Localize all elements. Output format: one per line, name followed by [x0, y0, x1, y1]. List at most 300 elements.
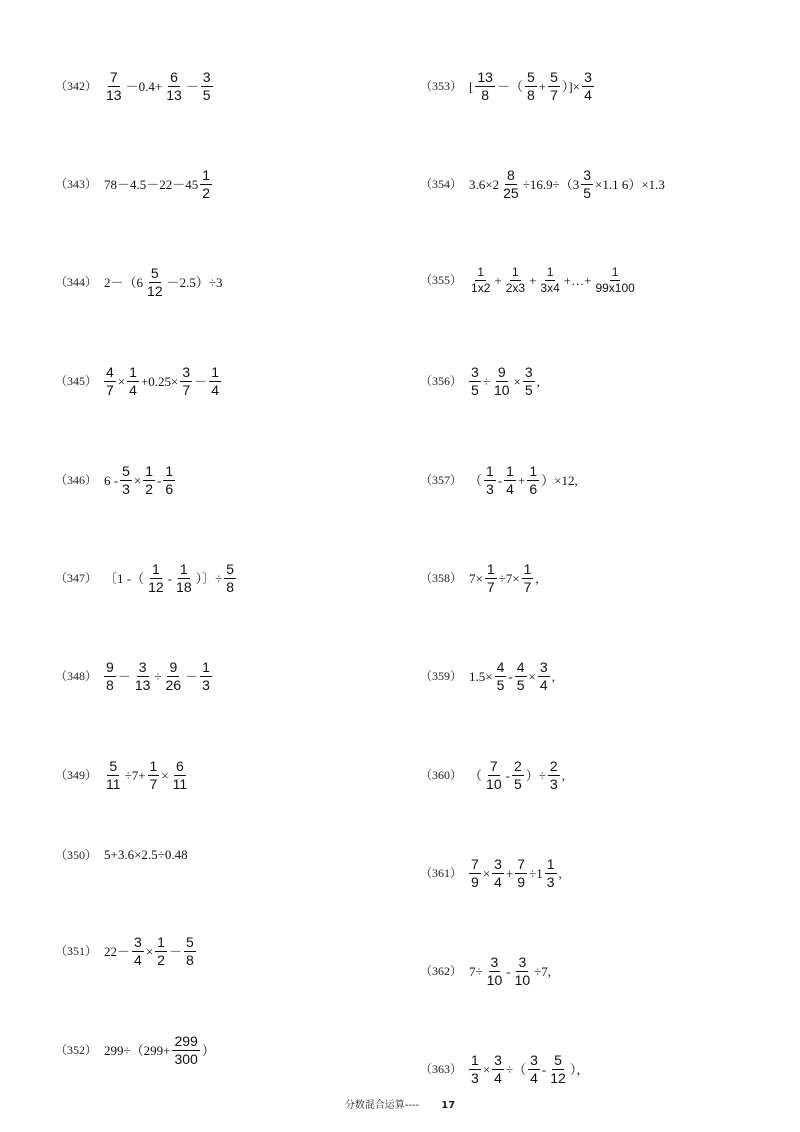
expression [468, 266, 638, 294]
problem-number: （360） [420, 768, 463, 783]
fraction [127, 365, 139, 397]
expr-text: × [482, 865, 491, 881]
expr-text: － [185, 78, 199, 94]
fraction [538, 266, 561, 294]
denominator: 8 [226, 578, 235, 595]
numerator: 1 [486, 463, 494, 479]
fraction [528, 1053, 540, 1085]
fraction [525, 70, 537, 102]
denominator: 2 [145, 480, 154, 497]
expr-text: 22－ [104, 943, 131, 959]
fraction [200, 168, 212, 200]
numerator: 6 [170, 69, 178, 85]
expr-text: ÷16.9÷（3 [522, 176, 580, 192]
expression [103, 266, 223, 298]
expr-text: －2.5）÷3 [166, 274, 223, 290]
numerator: 5 [526, 69, 535, 85]
fraction [180, 365, 192, 397]
problem-number: （356） [420, 374, 463, 389]
problem-number: （358） [420, 571, 463, 586]
denominator: 10 [486, 775, 502, 792]
expr-text: × [482, 1061, 491, 1077]
numerator: 3 [584, 69, 592, 85]
fraction [469, 266, 492, 294]
numerator: 4 [496, 659, 505, 675]
expr-text: - [167, 570, 173, 586]
expression [103, 848, 189, 861]
fraction [164, 660, 184, 692]
problem-number: （346） [55, 473, 98, 488]
fraction [163, 464, 175, 496]
numerator: 1 [512, 265, 519, 279]
page-footer [0, 1096, 800, 1111]
fraction [593, 266, 636, 294]
expr-text: － [185, 668, 199, 684]
numerator: 5 [109, 758, 118, 774]
denominator: 5 [202, 86, 211, 103]
expr-text: + [494, 272, 502, 288]
fraction [200, 660, 212, 692]
fraction [143, 464, 155, 496]
denominator: 7 [182, 381, 191, 398]
expression [103, 1034, 216, 1066]
denominator: 3x4 [540, 280, 560, 295]
problem-number: （343） [55, 177, 98, 192]
fraction [515, 660, 527, 692]
denominator: 3 [202, 676, 210, 693]
numerator: 3 [471, 364, 479, 380]
numerator: 9 [169, 659, 178, 675]
fraction [512, 759, 524, 791]
denominator: 7 [523, 578, 532, 595]
expr-text: 1.5× [469, 668, 493, 684]
numerator: 5 [550, 69, 558, 85]
problem-353 [420, 70, 595, 102]
expr-text: 〔1 -（ [104, 570, 145, 586]
expression [468, 857, 563, 889]
problem-351 [55, 935, 197, 967]
numerator: 3 [202, 69, 211, 85]
denominator: 5 [513, 775, 522, 792]
denominator: 4 [134, 951, 142, 968]
problem-352 [55, 1034, 216, 1066]
expr-text: × [145, 943, 154, 959]
denominator: 3 [549, 775, 558, 792]
fraction [209, 365, 221, 397]
denominator: 7 [149, 775, 158, 792]
numerator: 3 [583, 167, 592, 183]
numerator: 1 [471, 1052, 479, 1068]
fraction [104, 660, 116, 692]
denominator: 10 [486, 971, 503, 988]
problem-347 [55, 562, 237, 594]
denominator: 6 [165, 480, 174, 497]
denominator: 12 [550, 1069, 566, 1086]
problem-number: （357） [420, 473, 463, 488]
numerator: 1 [211, 364, 219, 380]
expr-text: 5+3.6×2.5÷0.48 [104, 847, 188, 862]
numerator: 1 [202, 167, 211, 183]
page-number: 17 [441, 1100, 456, 1111]
expression [103, 168, 213, 200]
expr-text: － [168, 943, 182, 959]
fraction [495, 660, 507, 692]
expression [103, 365, 222, 397]
numerator: 3 [182, 364, 191, 380]
expr-text: ）， [569, 1061, 590, 1077]
numerator: 1 [152, 561, 160, 577]
expression [103, 759, 190, 791]
fraction [475, 70, 495, 102]
problem-number: （361） [420, 866, 463, 881]
expr-text: － [117, 668, 131, 684]
problem-number: （344） [55, 275, 98, 290]
denominator: 5 [583, 184, 592, 201]
fraction [145, 266, 165, 298]
expr-text: × [117, 373, 126, 389]
numerator: 1 [546, 265, 554, 279]
expr-text: [ [469, 78, 474, 94]
fraction [504, 266, 527, 294]
expression [468, 365, 541, 397]
expr-text: +0.25× [140, 373, 179, 389]
expr-text: × [133, 472, 142, 488]
fraction [513, 955, 533, 987]
problem-number: （351） [55, 944, 98, 959]
expr-text: , [536, 373, 540, 389]
denominator: 300 [174, 1050, 198, 1067]
fraction [484, 464, 496, 496]
denominator: 8 [526, 86, 535, 103]
numerator: 1 [611, 265, 619, 279]
expr-text: －0.4+ [125, 78, 163, 94]
numerator: 1 [477, 265, 485, 279]
expr-text: , [535, 570, 539, 586]
denominator: 3 [122, 480, 130, 497]
problem-359 [420, 660, 556, 692]
expression [103, 562, 237, 594]
expr-text: ×1.1 6）×1.3 [595, 176, 665, 192]
expr-text: ）]× [561, 78, 581, 94]
numerator: 9 [106, 659, 114, 675]
expr-text: 2－（6 [104, 274, 144, 290]
fraction [485, 562, 497, 594]
fraction [172, 1034, 199, 1066]
problem-number: （350） [55, 847, 98, 862]
denominator: 13 [166, 86, 182, 103]
problem-354 [420, 168, 666, 200]
expr-text: 7÷ [469, 963, 483, 979]
problem-number: （362） [420, 964, 463, 979]
expression [468, 168, 666, 200]
numerator: 4 [106, 364, 114, 380]
footer-title: 分数混合运算---- [344, 1100, 420, 1111]
expression [103, 660, 213, 692]
problem-357 [420, 464, 579, 496]
numerator: 7 [489, 758, 498, 774]
denominator: 10 [493, 381, 510, 398]
expression [468, 1053, 590, 1085]
numerator: 1 [145, 463, 154, 479]
problem-number: （353） [420, 79, 463, 94]
expr-text: × [513, 373, 521, 389]
numerator: 2 [513, 758, 522, 774]
problem-360 [420, 759, 566, 791]
expr-text: 299÷（299+ [104, 1042, 171, 1058]
numerator: 3 [134, 934, 142, 950]
denominator: 10 [514, 971, 531, 988]
numerator: 6 [176, 758, 184, 774]
numerator: 13 [477, 69, 493, 85]
denominator: 13 [134, 676, 151, 693]
denominator: 7 [486, 578, 495, 595]
numerator: 4 [516, 659, 525, 675]
denominator: 11 [106, 775, 121, 792]
expr-text: , [551, 668, 555, 684]
denominator: 99x100 [595, 280, 635, 295]
problem-number: （342） [55, 79, 98, 94]
problem-number: （355） [420, 273, 463, 288]
fraction [132, 935, 144, 967]
problem-342 [55, 70, 214, 102]
denominator: 5 [496, 676, 505, 693]
numerator: 3 [530, 1052, 538, 1068]
numerator: 2 [549, 758, 558, 774]
expr-text: ÷（ [505, 1061, 527, 1077]
problem-356 [420, 365, 541, 397]
expr-text: , [558, 865, 562, 881]
numerator: 1 [523, 561, 532, 577]
fraction [492, 1053, 504, 1085]
expr-text: - [157, 472, 162, 488]
denominator: 1x2 [471, 280, 491, 295]
denominator: 8 [481, 86, 490, 103]
denominator: 5 [524, 381, 533, 398]
expr-text: + [505, 865, 514, 881]
problem-number: （352） [55, 1043, 98, 1058]
expr-text: + [517, 472, 526, 488]
numerator: 1 [165, 463, 174, 479]
expression [103, 935, 197, 967]
fraction [174, 562, 194, 594]
numerator: 5 [226, 561, 235, 577]
problem-number: （345） [55, 374, 98, 389]
expr-text: - [541, 1061, 547, 1077]
expr-text: 3.6×2 [469, 176, 500, 192]
expr-text: , [561, 767, 565, 783]
denominator: 3 [546, 873, 555, 890]
expr-text: 7× [469, 570, 483, 586]
denominator: 4 [530, 1069, 538, 1086]
numerator: 3 [494, 1052, 502, 1068]
expr-text: ÷ [154, 668, 162, 684]
denominator: 8 [106, 676, 114, 693]
problem-363 [420, 1053, 590, 1085]
fraction [484, 759, 504, 791]
fraction [492, 857, 504, 889]
expression [468, 562, 540, 594]
denominator: 12 [147, 282, 163, 299]
numerator: 8 [507, 167, 515, 183]
expr-text: －（ [496, 78, 523, 94]
expression [468, 955, 552, 987]
denominator: 2 [202, 184, 211, 201]
problem-number: （348） [55, 669, 98, 684]
numerator: 5 [122, 463, 130, 479]
fraction [522, 562, 534, 594]
fraction [548, 759, 560, 791]
expr-text: （ [469, 767, 483, 783]
numerator: 3 [490, 954, 499, 970]
expression [468, 464, 579, 496]
numerator: 5 [150, 265, 159, 281]
fraction [485, 955, 505, 987]
expr-text: － [194, 373, 208, 389]
denominator: 5 [516, 676, 525, 693]
denominator: 18 [176, 578, 192, 595]
numerator: 1 [486, 561, 495, 577]
fraction [469, 1053, 481, 1085]
numerator: 5 [554, 1052, 562, 1068]
expression [468, 759, 566, 791]
numerator: 3 [494, 856, 502, 872]
numerator: 3 [138, 659, 147, 675]
expr-text: × [161, 767, 169, 783]
fraction [492, 365, 512, 397]
numerator: 3 [518, 954, 527, 970]
denominator: 26 [165, 676, 182, 693]
numerator: 1 [157, 934, 165, 950]
fraction [581, 168, 593, 200]
fraction [469, 857, 481, 889]
numerator: 1 [149, 758, 158, 774]
expr-text: - [505, 767, 510, 783]
denominator: 4 [129, 381, 137, 398]
expression [468, 660, 556, 692]
problem-number: （359） [420, 669, 463, 684]
problem-number: （354） [420, 177, 463, 192]
denominator: 4 [506, 480, 514, 497]
expr-text: +…+ [563, 272, 592, 288]
fraction [538, 660, 550, 692]
fraction [133, 660, 153, 692]
fraction [104, 759, 123, 791]
numerator: 9 [497, 364, 506, 380]
fraction [146, 562, 166, 594]
problem-343 [55, 168, 213, 200]
problem-345 [55, 365, 222, 397]
fraction [548, 1053, 568, 1085]
denominator: 9 [471, 873, 479, 890]
fraction [501, 168, 521, 200]
problem-358 [420, 562, 540, 594]
denominator: 11 [172, 775, 188, 792]
fraction [184, 935, 196, 967]
denominator: 2 [157, 951, 165, 968]
problem-355 [420, 266, 638, 294]
denominator: 9 [517, 873, 526, 890]
problem-344 [55, 266, 224, 298]
expr-text: × [528, 668, 536, 684]
denominator: 4 [494, 1069, 502, 1086]
denominator: 8 [185, 951, 194, 968]
numerator: 5 [185, 934, 194, 950]
denominator: 2x3 [505, 280, 526, 295]
problem-362 [420, 955, 552, 987]
denominator: 3 [486, 480, 494, 497]
fraction [582, 70, 594, 102]
expr-text: （ [469, 472, 483, 488]
denominator: 13 [106, 86, 122, 103]
denominator: 7 [550, 86, 558, 103]
numerator: 3 [524, 364, 533, 380]
expr-text: - [506, 963, 511, 979]
problem-349 [55, 759, 190, 791]
fraction [171, 759, 190, 791]
denominator: 12 [148, 578, 164, 595]
denominator: 25 [503, 184, 519, 201]
expr-text: + [538, 78, 547, 94]
problem-number: （349） [55, 768, 98, 783]
fraction [224, 562, 236, 594]
problem-350 [55, 848, 189, 861]
numerator: 7 [109, 69, 118, 85]
expr-text: ÷7+ [124, 767, 146, 783]
expr-text: ÷ [482, 373, 490, 389]
fraction [469, 365, 481, 397]
expr-text: ）〕÷ [195, 570, 223, 586]
expr-text: 6 - [104, 472, 119, 488]
numerator: 7 [471, 856, 479, 872]
fraction [164, 70, 184, 102]
denominator: 5 [471, 381, 479, 398]
numerator: 3 [539, 659, 548, 675]
expr-text: 78－4.5－22－45 [104, 176, 199, 192]
problem-number: （347） [55, 571, 98, 586]
expr-text: ÷7, [534, 963, 552, 979]
expr-text: ）÷ [525, 767, 546, 783]
fraction [504, 464, 516, 496]
numerator: 1 [179, 561, 188, 577]
expr-text: - [497, 472, 503, 488]
fraction [155, 935, 167, 967]
problem-number: （363） [420, 1062, 463, 1077]
numerator: 1 [202, 659, 210, 675]
expression [468, 70, 595, 102]
expr-text: ） [201, 1042, 215, 1058]
denominator: 4 [211, 381, 219, 398]
denominator: 7 [106, 381, 114, 398]
expression [103, 464, 176, 496]
expr-text: ）×12, [541, 472, 578, 488]
denominator: 4 [494, 873, 502, 890]
denominator: 4 [584, 86, 592, 103]
expr-text: ÷7× [498, 570, 520, 586]
denominator: 3 [471, 1069, 479, 1086]
fraction [201, 70, 213, 102]
fraction [104, 70, 124, 102]
fraction [104, 365, 116, 397]
problem-346 [55, 464, 176, 496]
numerator: 1 [529, 463, 538, 479]
expr-text: ÷1 [529, 865, 543, 881]
denominator: 4 [539, 676, 548, 693]
numerator: 299 [174, 1033, 198, 1049]
fraction [545, 857, 557, 889]
expression [103, 70, 214, 102]
fraction [120, 464, 132, 496]
fraction [523, 365, 535, 397]
